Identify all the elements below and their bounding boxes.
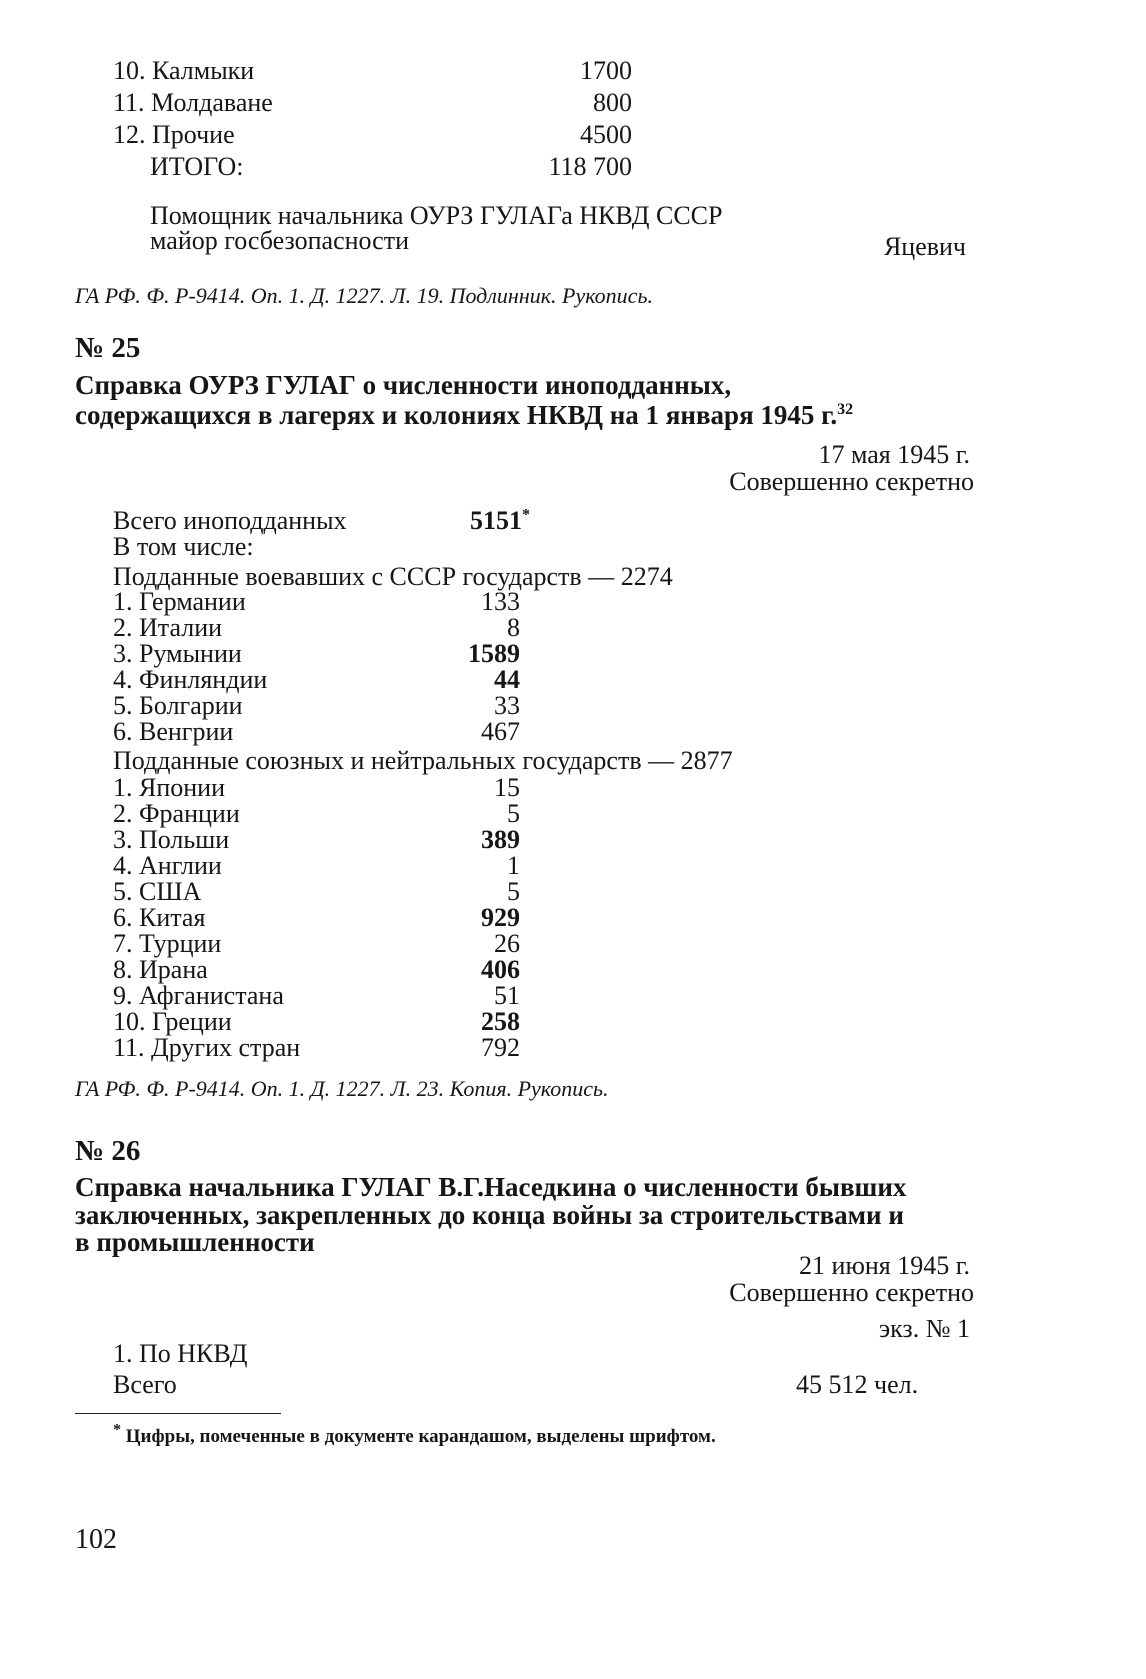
- list-item-value: 389: [481, 825, 520, 854]
- document-title: заключенных, закрепленных до конца войны за строительствами и: [75, 1200, 904, 1230]
- document-title: Справка начальника ГУЛАГ В.Г.Наседкина о численности бывших: [75, 1172, 907, 1202]
- group-label: Подданные союзных и нейтральных государств — 2877: [113, 746, 733, 775]
- list-item-label: 1. Японии: [113, 773, 225, 802]
- list-label: 11. Молдаване: [113, 88, 273, 117]
- list-item-label: 3. Румынии: [113, 639, 242, 668]
- total-value: 45 512 чел.: [796, 1370, 919, 1399]
- classification: Совершенно секретно: [729, 467, 974, 496]
- list-item-value: 929: [481, 903, 520, 932]
- document-date: 21 июня 1945 г.: [799, 1251, 970, 1280]
- list-item-value: 792: [481, 1033, 520, 1062]
- list-item-value: 5: [507, 799, 520, 828]
- list-item-label: 1. Германии: [113, 587, 246, 616]
- signature-name: Яцевич: [883, 232, 966, 261]
- document-number: № 25: [75, 332, 141, 364]
- list-item-label: 9. Афганистана: [113, 981, 284, 1010]
- in-number-label: В том числе:: [113, 532, 254, 561]
- list-item-label: 8. Ирана: [113, 955, 208, 984]
- list-item-label: 2. Франции: [113, 799, 240, 828]
- list-item-value: 133: [481, 587, 520, 616]
- list-item-value: 15: [494, 773, 520, 802]
- document-number: № 26: [75, 1135, 141, 1167]
- list-item-value: 406: [481, 955, 520, 984]
- footnote: * Цифры, помеченные в документе карандашом, выделены шрифтом.: [113, 1421, 716, 1447]
- list-item-label: 10. Греции: [113, 1007, 232, 1036]
- list-item-label: 4. Финляндии: [113, 665, 268, 694]
- document-title: в промышленности: [75, 1227, 315, 1257]
- list-item-value: 44: [494, 665, 520, 694]
- list-item: 1. По НКВД: [113, 1339, 248, 1368]
- document-title: Справка ОУРЗ ГУЛАГ о численности иноподданных,: [75, 370, 732, 400]
- archive-source: ГА РФ. Ф. Р-9414. Оп. 1. Д. 1227. Л. 19. Подлинник. Рукопись.: [75, 283, 653, 308]
- list-value: 4500: [580, 120, 632, 149]
- list-value: 800: [593, 88, 632, 117]
- document-title: содержащихся в лагерях и колониях НКВД на 1 января 1945 г.$^{32}$: [75, 400, 854, 430]
- list-item-value: 467: [481, 717, 520, 746]
- list-item-label: 4. Англии: [113, 851, 222, 880]
- list-item-value: 51: [494, 981, 520, 1010]
- list-item-label: 3. Польши: [113, 825, 230, 854]
- list-item-label: 11. Других стран: [113, 1033, 301, 1062]
- list-item-value: 5: [507, 877, 520, 906]
- signature-line1: Помощник начальника ОУРЗ ГУЛАГа НКВД СССР: [150, 201, 723, 230]
- list-item-label: 7. Турции: [113, 929, 222, 958]
- classification: Совершенно секретно: [729, 1278, 974, 1307]
- list-item-label: 2. Италии: [113, 613, 223, 642]
- list-item-value: 258: [481, 1007, 520, 1036]
- page-number: 102: [75, 1524, 117, 1555]
- list-label: 12. Прочие: [113, 120, 235, 149]
- list-item-value: 33: [494, 691, 520, 720]
- total-label: ИТОГО:: [150, 152, 244, 181]
- list-value: 1700: [580, 56, 632, 85]
- list-item-label: 6. Венгрии: [113, 717, 234, 746]
- footnote-rule: [75, 1413, 281, 1414]
- list-item-label: 6. Китая: [113, 903, 206, 932]
- document-date: 17 мая 1945 г.: [818, 440, 970, 469]
- list-item-value: 8: [507, 613, 520, 642]
- list-item-value: 1589: [468, 639, 520, 668]
- total-value: 118 700: [548, 152, 632, 181]
- archive-source: ГА РФ. Ф. Р-9414. Оп. 1. Д. 1227. Л. 23. Копия. Рукопись.: [75, 1076, 609, 1101]
- title-note: 32: [837, 401, 854, 418]
- list-item-value: 1: [507, 851, 520, 880]
- list-label: 10. Калмыки: [113, 56, 255, 85]
- total-label: Всего иноподданных: [113, 506, 347, 535]
- total-value: 5151*: [470, 506, 530, 535]
- group-label: Подданные воевавших с СССР государств — 2274: [113, 562, 673, 591]
- signature-line2: майор госбезопасности: [150, 226, 409, 255]
- list-item-value: 26: [494, 929, 520, 958]
- list-item-label: 5. Болгарии: [113, 691, 243, 720]
- list-item-label: 5. США: [113, 877, 202, 906]
- copy-number: экз. № 1: [878, 1314, 970, 1343]
- total-label: Всего: [113, 1370, 177, 1399]
